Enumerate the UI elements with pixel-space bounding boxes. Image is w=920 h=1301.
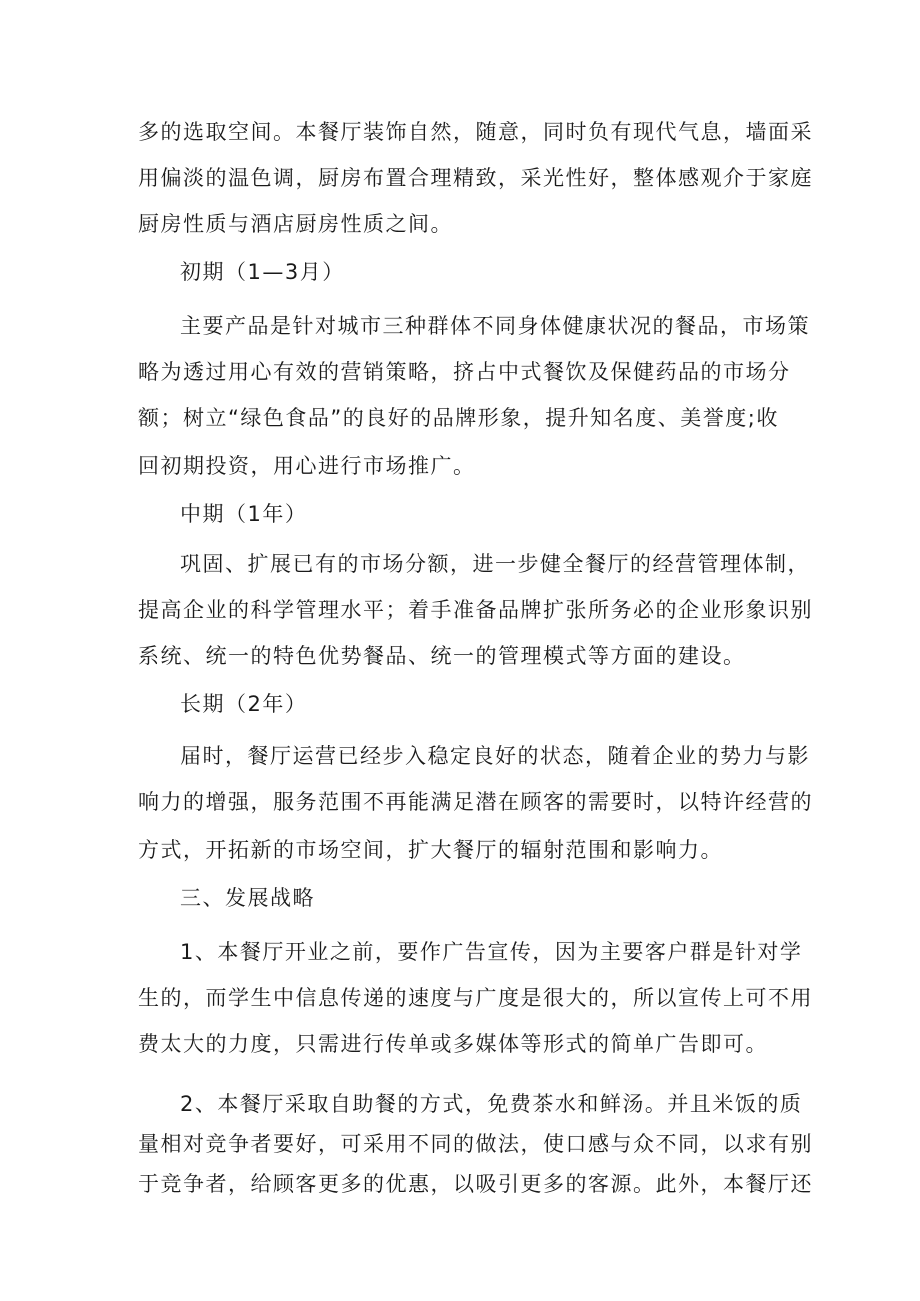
- body-text-line: 生的，而学生中信息传递的速度与广度是很大的，所以宣传上可不用: [138, 986, 813, 1010]
- section-heading: 初期（1—3月）: [180, 260, 345, 284]
- body-text-line: 多的选取空间。本餐厅装饰自然，随意，同时负有现代气息，墙面采: [138, 120, 813, 144]
- body-text-line: 于竞争者，给顾客更多的优惠，以吸引更多的客源。此外，本餐厅还: [138, 1172, 813, 1196]
- body-text-line: 届时，餐厅运营已经步入稳定良好的状态，随着企业的势力与影: [180, 744, 810, 768]
- body-text-line: 用偏淡的温色调，厨房布置合理精致，采光性好，整体感观介于家庭: [138, 166, 813, 190]
- body-text-line: 额；树立“绿色食品”的良好的品牌形象，提升知名度、美誉度;收: [138, 406, 779, 430]
- body-text-line: 主要产品是针对城市三种群体不同身体健康状况的餐品，市场策: [180, 314, 810, 338]
- body-text-line: 略为透过用心有效的营销策略，挤占中式餐饮及保健药品的市场分: [138, 360, 791, 384]
- body-text-line: 巩固、扩展已有的市场分额，进一步健全餐厅的经营管理体制，: [180, 552, 810, 576]
- body-text-line: 1、本餐厅开业之前，要作广告宣传，因为主要客户群是针对学: [180, 940, 803, 964]
- body-text-line: 回初期投资，用心进行市场推广。: [138, 454, 476, 478]
- body-text-line: 2、本餐厅采取自助餐的方式，免费茶水和鲜汤。并且米饭的质: [180, 1092, 803, 1116]
- section-heading: 中期（1年）: [180, 502, 308, 526]
- body-text-line: 系统、统一的特色优势餐品、统一的管理模式等方面的建设。: [138, 644, 746, 668]
- body-text-line: 量相对竞争者要好，可采用不同的做法，使口感与众不同，以求有别: [138, 1132, 813, 1156]
- section-heading: 三、发展战略: [180, 886, 315, 910]
- body-text-line: 方式，开拓新的市场空间，扩大餐厅的辐射范围和影响力。: [138, 838, 723, 862]
- section-heading: 长期（2年）: [180, 692, 308, 716]
- body-text-line: 费太大的力度，只需进行传单或多媒体等形式的简单广告即可。: [138, 1032, 768, 1056]
- body-text-line: 厨房性质与酒店厨房性质之间。: [138, 212, 453, 236]
- body-text-line: 提高企业的科学管理水平；着手准备品牌扩张所务必的企业形象识别: [138, 598, 813, 622]
- body-text-line: 响力的增强，服务范围不再能满足潜在顾客的需要时，以特许经营的: [138, 790, 813, 814]
